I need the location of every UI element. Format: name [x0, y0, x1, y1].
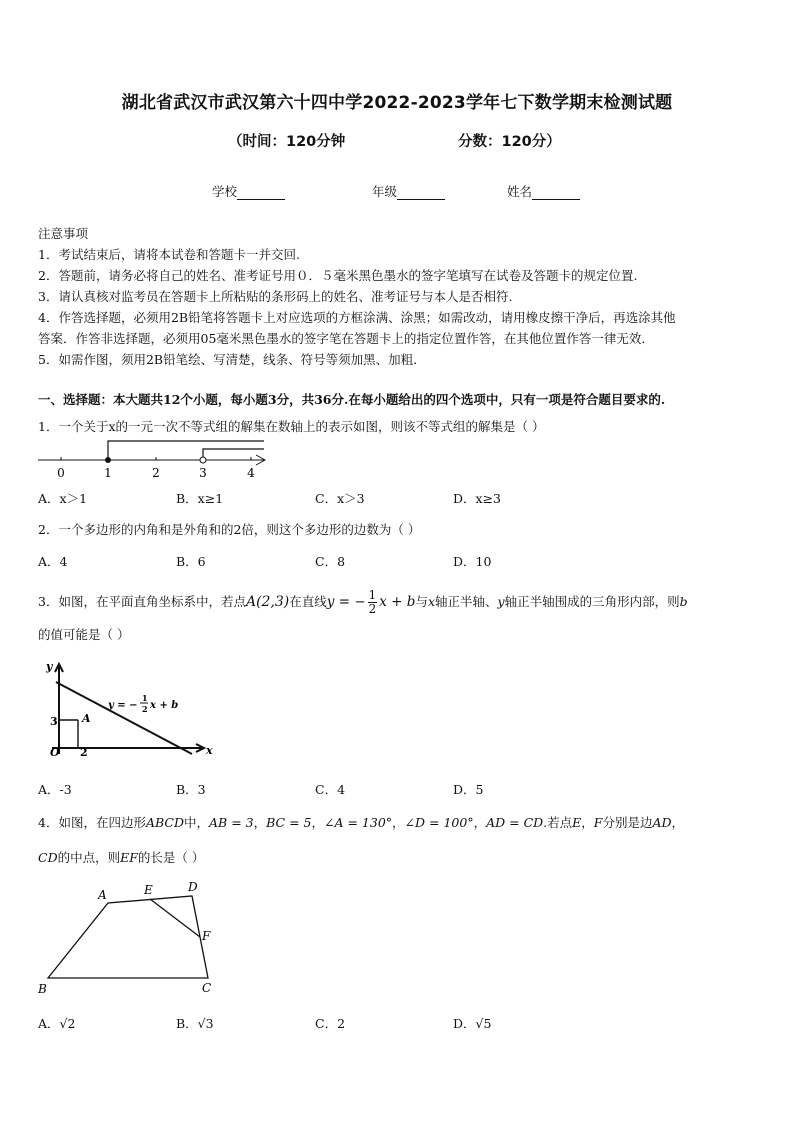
q3-fraction — [368, 589, 378, 616]
axis-label: 2 — [152, 466, 160, 480]
q3-x-var: x — [427, 594, 436, 609]
q4-ef: EF — [120, 850, 138, 865]
notice-item: 1．考试结束后，请将本试卷和答题卡一并交回. — [38, 247, 300, 262]
q3-option-a: A．-3 — [38, 782, 72, 797]
q1-option-d: D．x≥3 — [453, 491, 501, 506]
line-eq-num: 1 — [142, 693, 148, 703]
q3-stem-e: 轴正半轴围成的三角形内部，则 — [504, 594, 680, 609]
q3-option-b: B．3 — [176, 782, 206, 797]
q4-c5: AD = CD — [486, 815, 544, 830]
origin-label: O — [50, 746, 60, 759]
q4-stem-line2 — [38, 848, 204, 866]
q4-c2: BC = 5 — [266, 815, 312, 830]
line-eq-label: y = − — [108, 700, 138, 711]
label-b: B — [38, 982, 47, 996]
solid-point — [105, 457, 111, 463]
label-e: E — [144, 883, 153, 897]
x-label: x — [206, 744, 213, 757]
q3-frac-num: 1 — [368, 588, 377, 602]
q3-eq-rhs: x + b — [379, 594, 416, 610]
q4-stem-b: 中， — [184, 815, 210, 830]
q4-stem-e: 的中点，则 — [57, 850, 121, 865]
q3-stem-c: 与 — [415, 594, 428, 609]
point-a-label: A — [82, 712, 91, 725]
grade-blank — [397, 186, 445, 200]
exam-time: （时间：120分钟 — [228, 134, 346, 150]
q4-cd: CD — [38, 850, 58, 865]
axis-label: 3 — [199, 466, 207, 480]
q4-figure — [36, 876, 226, 998]
q3-b-var: b — [679, 594, 688, 609]
school-field — [212, 182, 285, 200]
q1-stem: 1．一个关于x的一元一次不等式组的解集在数轴上的表示如图，则该不等式组的解集是（ ） — [38, 419, 545, 434]
solution-bracket-2 — [203, 449, 264, 460]
axis-label: 4 — [247, 466, 255, 480]
label-a: A — [98, 888, 107, 902]
line-eq-den: 2 — [142, 704, 148, 714]
q4-stem: 4．如图，在四边形ABCD中，AB = 3，BC = 5，∠A = 130°，∠D = 100°，AD = CD.若点E，F分别是边AD， — [38, 815, 685, 830]
q4-option-d: D．√5 — [453, 1016, 492, 1031]
q4-ad: AD — [652, 815, 672, 830]
q3-frac-den: 2 — [368, 602, 377, 616]
label-f: F — [202, 929, 211, 943]
quadrilateral-abcd — [48, 896, 208, 978]
axis-label: 1 — [104, 466, 112, 480]
notice-heading: 注意事项 — [38, 226, 89, 241]
q2-option-b: B．6 — [176, 554, 206, 569]
notice-item: 答案．作答非选择题，必须用05毫米黑色墨水的签字笔在答题卡上的指定位置作答，在其他位置作答一律无效． — [38, 331, 654, 346]
exam-score: 分数：120分） — [458, 134, 561, 150]
page-title: 湖北省武汉市武汉第六十四中学2022-2023学年七下数学期末检测试题 — [121, 93, 673, 113]
line-y-eq — [56, 682, 192, 754]
q4-stem-c: .若点 — [543, 815, 573, 830]
axis-label: 0 — [57, 466, 65, 480]
q2-option-c: C．8 — [315, 554, 346, 569]
segment-ef — [150, 899, 200, 937]
q3-figure — [44, 658, 214, 760]
solution-bracket-1 — [108, 441, 264, 460]
q4-stem-f: 的长是（ ） — [137, 850, 205, 865]
q4-e: E — [572, 815, 582, 830]
label-d: D — [188, 880, 198, 894]
q1-option-a: A．x＞1 — [38, 491, 88, 506]
name-field — [507, 182, 580, 200]
q2-stem: 2．一个多边形的内角和是外角和的2倍，则这个多边形的边数为（ ） — [38, 522, 421, 537]
q1-number-line — [36, 436, 276, 482]
grade-field — [372, 182, 445, 200]
q4-option-a: A．√2 — [38, 1016, 76, 1031]
q3-stem-line2: 的值可能是（ ） — [38, 627, 130, 642]
q4-c4: ∠D = 100° — [404, 815, 474, 830]
q3-stem-a: 3．如图，在平面直角坐标系中，若点 — [38, 594, 246, 609]
name-label: 姓名 — [507, 184, 533, 199]
q3-stem-b: 在直线 — [289, 594, 327, 609]
notice-item: 4．作答选择题，必须用2B铅笔将答题卡上对应选项的方框涂满、涂黑；如需改动，请用橡皮擦干净后，再选涂其他 — [38, 310, 676, 325]
q4-stem-d: 分别是边 — [602, 815, 653, 830]
q3-y-var: y — [497, 594, 505, 609]
q3-option-d: D．5 — [453, 782, 484, 797]
tick-3-label: 3 — [50, 715, 58, 728]
notice-item: 2．答题前，请务必将自己的姓名、准考证号用０．５毫米黑色墨水的签字笔填写在试卷及答题卡的规定位置. — [38, 268, 638, 283]
hollow-point — [200, 457, 206, 463]
section-heading: 一、选择题：本大题共12个小题，每小题3分，共36分.在每小题给出的四个选项中，只有一项是符合题目要求的. — [38, 392, 666, 407]
q3-eq-lhs: y = − — [326, 594, 366, 610]
q1-option-c: C．x＞3 — [315, 491, 365, 506]
q4-stem-a: 4．如图，在四边形 — [38, 815, 146, 830]
grade-label: 年级 — [372, 184, 398, 199]
q3-point: A(2,3) — [245, 594, 290, 610]
notice-item: 3．请认真核对监考员在答题卡上所粘贴的条形码上的姓名、准考证号与本人是否相符. — [38, 289, 513, 304]
q3-option-c: C．4 — [315, 782, 346, 797]
q4-c1: AB = 3 — [209, 815, 254, 830]
label-c: C — [202, 981, 212, 995]
line-eq-rest: x + b — [150, 700, 179, 711]
q4-option-c: C．2 — [315, 1016, 346, 1031]
q4-option-b: B．√3 — [176, 1016, 214, 1031]
q4-quad: ABCD — [145, 815, 184, 830]
q4-c3: ∠A = 130° — [324, 815, 393, 830]
school-blank — [237, 186, 285, 200]
q3-stem-d: 轴正半轴、 — [435, 594, 498, 609]
notice-item: 5．如需作图，须用2B铅笔绘、写清楚，线条、符号等须加黑、加粗． — [38, 352, 426, 367]
name-blank — [532, 186, 580, 200]
y-label: y — [46, 660, 53, 673]
school-label: 学校 — [212, 184, 238, 199]
q4-f: F — [593, 815, 603, 830]
q2-option-d: D．10 — [453, 554, 492, 569]
tick-2-label: 2 — [80, 746, 88, 759]
q3-stem — [38, 589, 688, 616]
q2-option-a: A．4 — [38, 554, 68, 569]
q1-option-b: B．x≥1 — [176, 491, 224, 506]
